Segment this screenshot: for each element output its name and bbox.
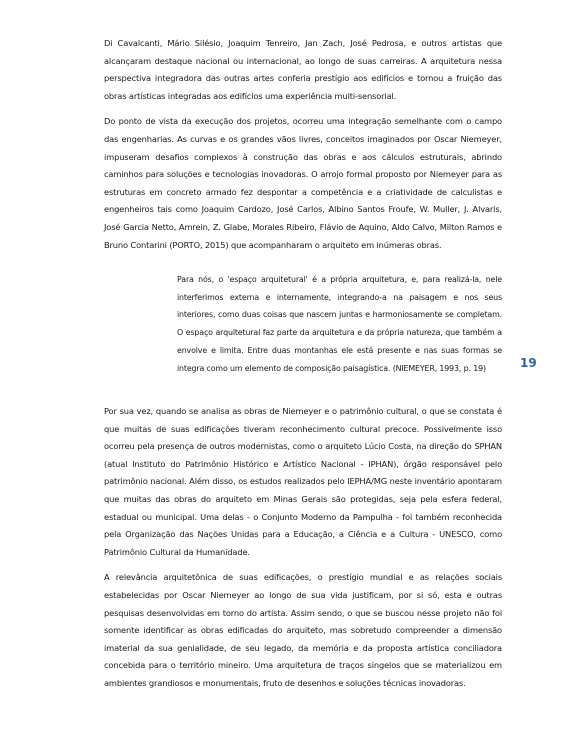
body-block-top — [104, 35, 502, 254]
paragraph-artists: Di Cavalcanti, Mário Silésio, Joaquim Tenreiro, Jan Zach, José Pedrosa, e outros artistas que alcançaram destaque nacional ou internacional, ao longo de suas carreiras. A arquitetura nessa perspectiva integradora das outras artes conferia prestígio aos edifícios e tornou a fruição das obras artísticas integradas aos edifícios uma experiência multi-sensorial. — [104, 38, 502, 101]
page-number: 19 — [520, 356, 537, 370]
paragraph-heritage: Por sua vez, quando se analisa as obras de Niemeyer e o patrimônio cultural, o que se constata é que muitas de suas edificações tiveram reconhecimento cultural precoce. Possivelmente isso ocorreu pela presença de outros modernistas, como o arquiteto Lúcio Costa, na direção do SPHAN (atual Instituto do Patrimônio Histórico e Artístico Nacional - IPHAN), órgão responsável pelo patrimônio nacional. Além disso, os estudos realizados pelo IEPHA/MG neste inventário apontaram que muitas das obras do arquiteto em Minas Gerais são protegidas, seja pela esfera federal, estadual ou municipal. Uma delas - o Conjunto Moderno da Pampulha - foi também reconhecida pela Organização das Nações Unidas para a Educação, a Ciência e a Cultura - UNESCO, como Patrimônio Cultural da Humanidade. — [104, 406, 502, 557]
paragraph-relevance: A relevância arquitetônica de suas edificações, o prestígio mundial e as relações sociais estabelecidas por Oscar Niemeyer ao longo de sua vida justificam, por si só, esta e outras pesquisas desenvolvidas em torno do artista. Assim sendo, o que se buscou nesse projeto não foi somente identificar as obras edificadas do arquiteto, mas sobretudo compreender a dimensão imaterial da sua genialidade, de seu legado, da memória e da proposta artística conciliadora concebida para o território mineiro. Uma arquitetura de traços singelos que se materializou em ambientes grandiosos e monumentais, fruto de desenhos e soluções técnicas inovadoras. — [104, 572, 502, 688]
block-quote: Para nós, o 'espaço arquitetural' é a própria arquitetura, e, para realizá-la, nele interferimos externa e internamente, integrando-a na paisagem e nos seus interiores, como duas coisas que nascem juntas e harmoniosamente se completam. O espaço arquitetural faz parte da arquitetura e da própria natureza, que também a envolve e limita. Entre duas montanhas ele está presente e nas suas formas se integra como um elemento de composição paisagística. (NIEMEYER, 1993, p. 19) — [177, 275, 502, 373]
paragraph-engineering: Do ponto de vista da execução dos projetos, ocorreu uma integração semelhante com o campo das engenharias. As curvas e os grandes vãos livres, conceitos imaginados por Oscar Niemeyer, impuseram desafios complexos à construção das obras e aos cálculos estruturais, abrindo caminhos para soluções e tecnologias inovadoras. O arrojo formal proposto por Niemeyer para as estruturas em concreto armado fez despontar a competência e a criatividade de calculistas e engenheiros tais como Joaquim Cardozo, José Carlos, Albino Santos Froufe, W. Muller, J. Alvaris, José Garcia Netto, Amrein, Z. Glabe, Morales Ribeiro, Flávio de Aquino, Aldo Calvo, Milton Ramos e Bruno Contarini (PORTO, 2015) que acompanharam o arquiteto em inúmeras obras. — [104, 116, 502, 250]
body-block-bottom — [104, 403, 502, 693]
